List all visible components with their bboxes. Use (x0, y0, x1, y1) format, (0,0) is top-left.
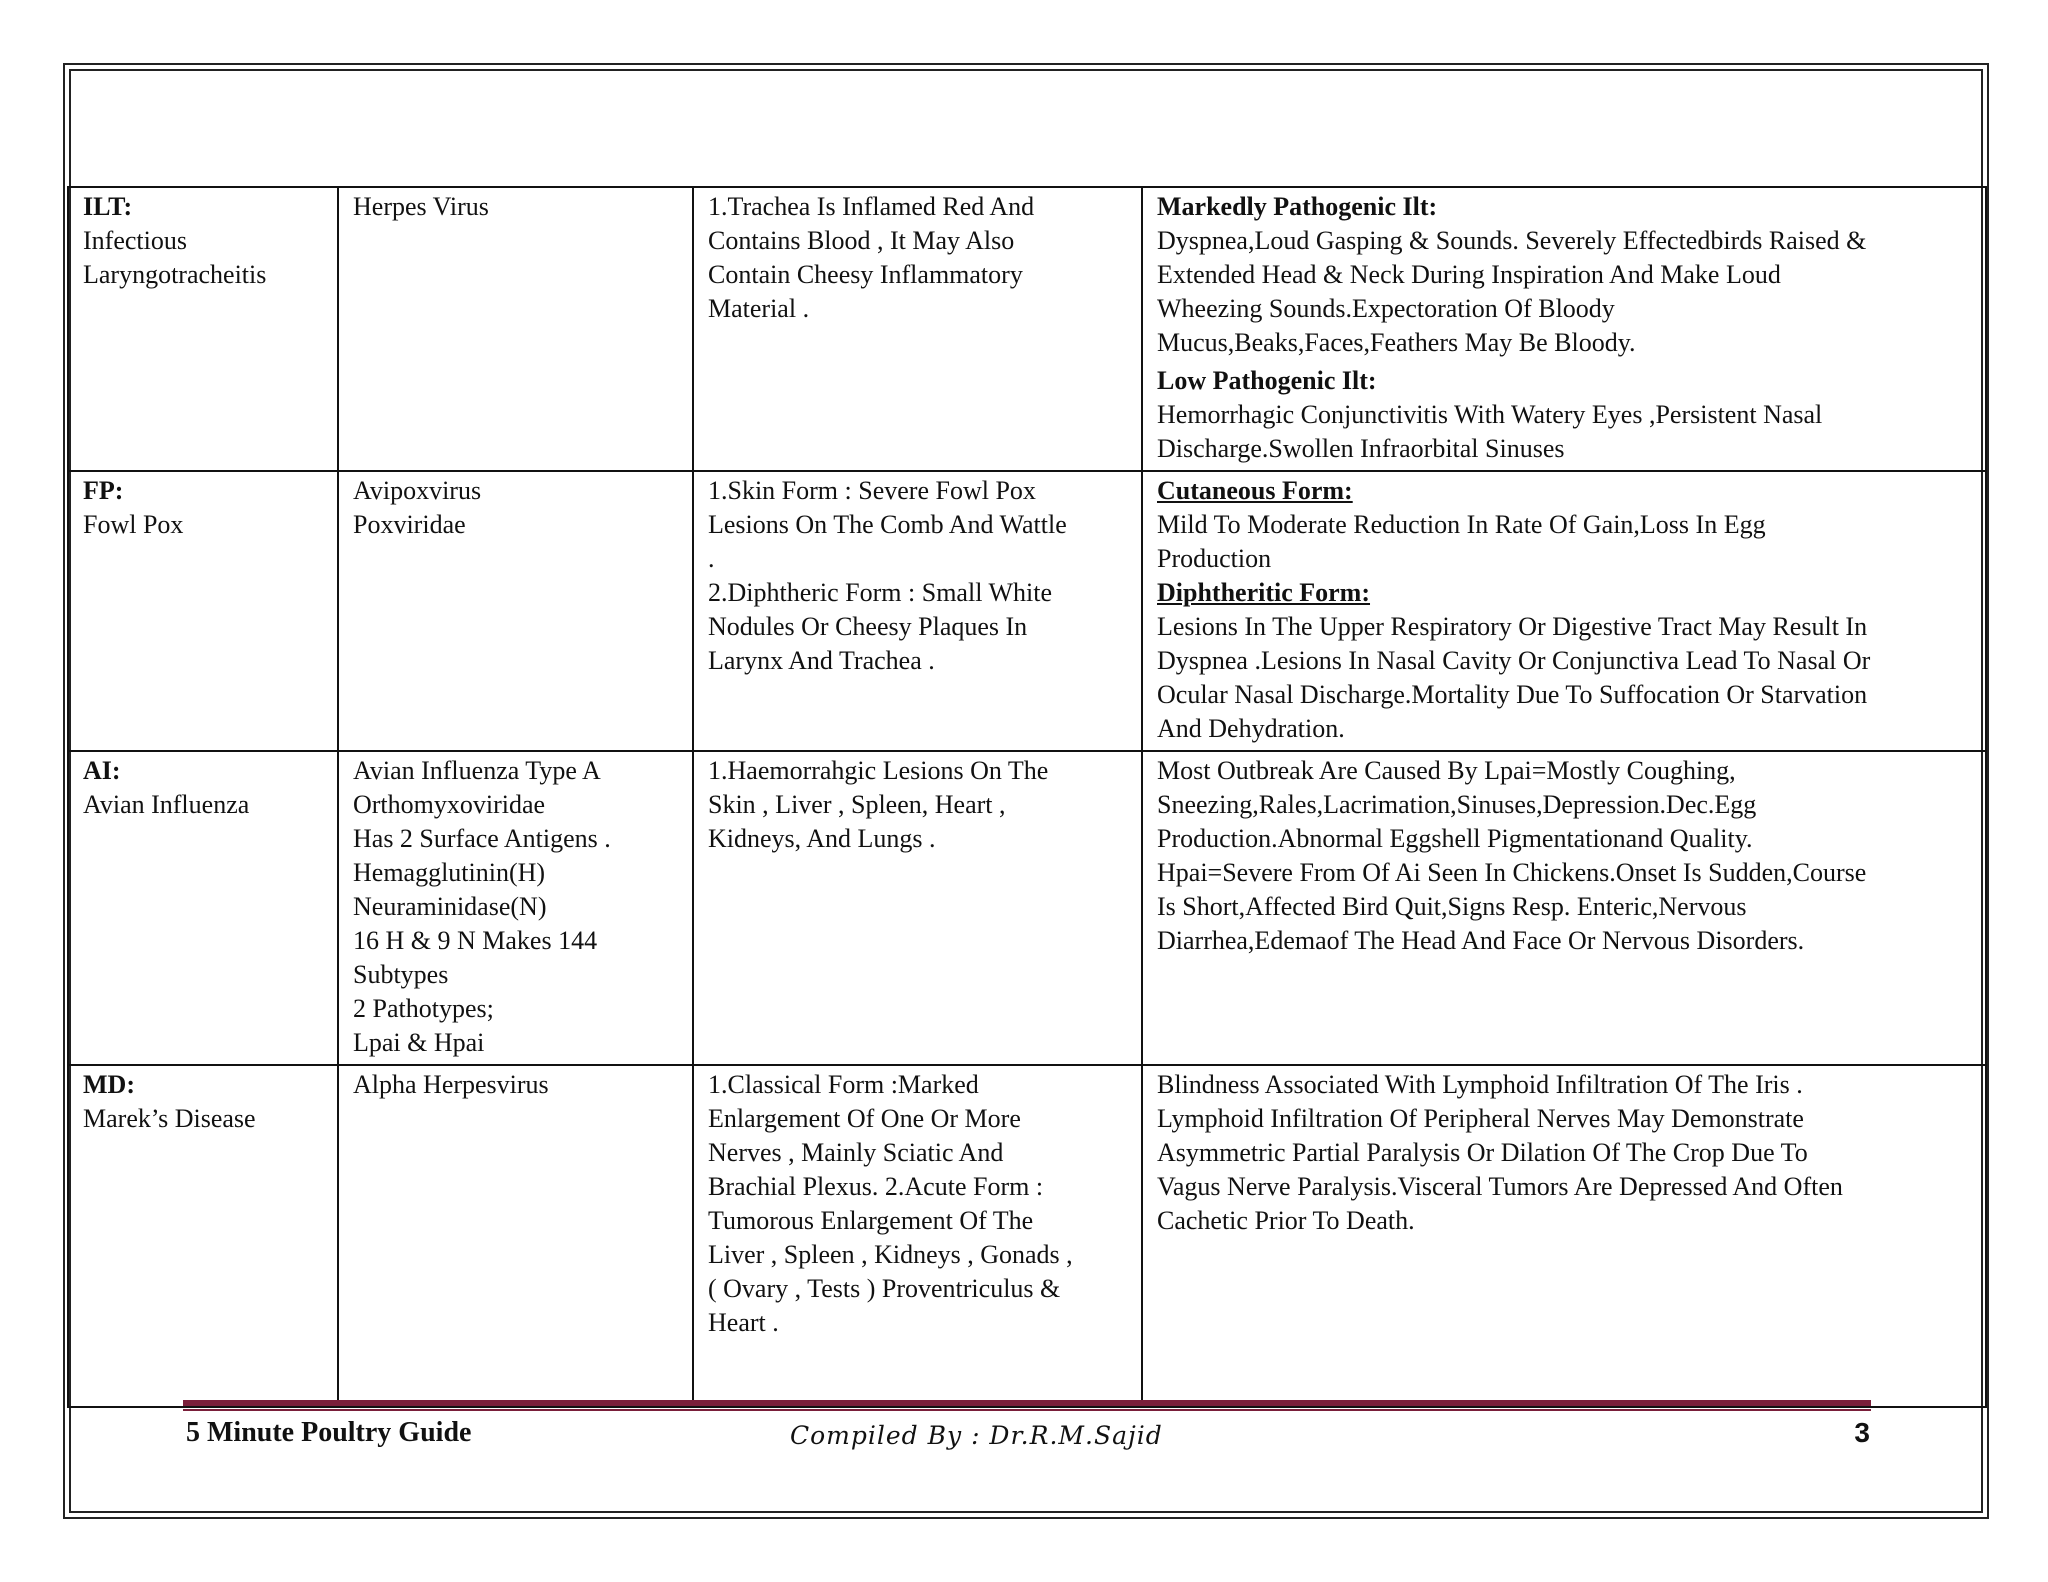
signs-line: Dyspnea .Lesions In Nasal Cavity Or Conjunctiva Lead To Nasal Or (1157, 646, 1871, 675)
agent-cell (338, 751, 693, 1065)
signs-line: Hemorrhagic Conjunctivitis With Watery Eyes ,Persistent Nasal (1157, 400, 1823, 429)
signs-line: Is Short,Affected Bird Quit,Signs Resp. Enteric,Nervous (1157, 892, 1747, 921)
signs-cell (1142, 751, 1986, 1065)
agent-line: Subtypes (353, 960, 449, 989)
disease-name-cell (68, 751, 338, 1065)
lesion-line: ( Ovary , Tests ) Proventriculus & (708, 1274, 1061, 1303)
signs-cell (1142, 187, 1986, 471)
footer-rule (183, 1400, 1871, 1406)
agent-line: Avian Influenza Type A (353, 756, 601, 785)
signs-line: Extended Head & Neck During Inspiration And Make Loud (1157, 260, 1781, 289)
signs-line: Dyspnea,Loud Gasping & Sounds. Severely Effectedbirds Raised & (1157, 226, 1867, 255)
lesions-cell (693, 471, 1142, 751)
signs-line: And Dehydration. (1157, 714, 1345, 743)
signs-line: Lymphoid Infiltration Of Peripheral Nerves May Demonstrate (1157, 1104, 1804, 1133)
footer-rule-thin (183, 1409, 1871, 1411)
lesion-line: Contain Cheesy Inflammatory (708, 260, 1023, 289)
footer-credit: Compiled By : Dr.R.M.Sajid (790, 1421, 1163, 1450)
lesion-line: Nerves , Mainly Sciatic And (708, 1138, 1004, 1167)
signs-line: Production.Abnormal Eggshell Pigmentationand Quality. (1157, 824, 1753, 853)
lesion-line: Brachial Plexus. 2.Acute Form : (708, 1172, 1044, 1201)
signs-line: Mucus,Beaks,Faces,Feathers May Be Bloody. (1157, 328, 1636, 357)
lesion-line: Enlargement Of One Or More (708, 1104, 1021, 1133)
lesion-line: Liver , Spleen , Kidneys , Gonads , (708, 1240, 1073, 1269)
lesion-line: Tumorous Enlargement Of The (708, 1206, 1034, 1235)
signs-line: Asymmetric Partial Paralysis Or Dilation Of The Crop Due To (1157, 1138, 1808, 1167)
lesion-line: Heart . (708, 1308, 779, 1337)
footer-title: 5 Minute Poultry Guide (186, 1417, 472, 1448)
agent-line: Lpai & Hpai (353, 1028, 485, 1057)
lesion-line: Nodules Or Cheesy Plaques In (708, 612, 1028, 641)
agent-line: Has 2 Surface Antigens . (353, 824, 611, 853)
table-row (68, 471, 1986, 751)
disease-name-cell (68, 1065, 338, 1407)
lesions-cell (693, 751, 1142, 1065)
disease-name-line: Fowl Pox (83, 510, 184, 539)
lesion-line: Larynx And Trachea . (708, 646, 935, 675)
disease-code: ILT: (83, 192, 133, 221)
signs-line: Cachetic Prior To Death. (1157, 1206, 1415, 1235)
signs-line: Hpai=Severe From Of Ai Seen In Chickens.Onset Is Sudden,Course (1157, 858, 1867, 887)
signs-line: Most Outbreak Are Caused By Lpai=Mostly Coughing, (1157, 756, 1736, 785)
table-row (68, 751, 1986, 1065)
disease-code: FP: (83, 476, 124, 505)
agent-line: Hemagglutinin(H) (353, 858, 546, 887)
lesions-cell (693, 1065, 1142, 1407)
disease-name-cell (68, 471, 338, 751)
disease-name-line: Avian Influenza (83, 790, 250, 819)
agent-line: 2 Pathotypes; (353, 994, 494, 1023)
table-row (68, 1065, 1986, 1407)
lesion-line: Material . (708, 294, 810, 323)
disease-name-line: Marek’s Disease (83, 1104, 256, 1133)
signs-line: Wheezing Sounds.Expectoration Of Bloody (1157, 294, 1615, 323)
signs-line: Discharge.Swollen Infraorbital Sinuses (1157, 434, 1565, 463)
signs-line: Production (1157, 544, 1272, 573)
lesion-line: . (708, 544, 715, 573)
lesion-line: Contains Blood , It May Also (708, 226, 1015, 255)
disease-name-cell (68, 187, 338, 471)
signs-line: Sneezing,Rales,Lacrimation,Sinuses,Depression.Dec.Egg (1157, 790, 1757, 819)
signs-cell (1142, 1065, 1986, 1407)
lesion-line: 1.Skin Form : Severe Fowl Pox (708, 476, 1036, 505)
lesion-line: Lesions On The Comb And Wattle (708, 510, 1067, 539)
lesion-line: Kidneys, And Lungs . (708, 824, 936, 853)
signs-line: Vagus Nerve Paralysis.Visceral Tumors Are Depressed And Often (1157, 1172, 1843, 1201)
table-row (68, 187, 1986, 471)
disease-code: MD: (83, 1070, 135, 1099)
agent-line: Orthomyxoviridae (353, 790, 546, 819)
disease-code: AI: (83, 756, 121, 785)
signs-heading: Cutaneous Form: (1157, 476, 1353, 505)
disease-table (67, 186, 1987, 1408)
lesion-line: 2.Diphtheric Form : Small White (708, 578, 1052, 607)
lesion-line: 1.Haemorrahgic Lesions On The (708, 756, 1049, 785)
lesions-cell (693, 187, 1142, 471)
lesion-line: Skin , Liver , Spleen, Heart , (708, 790, 1006, 819)
disease-name-line: Laryngotracheitis (83, 260, 267, 289)
agent-line: Alpha Herpesvirus (353, 1070, 549, 1099)
signs-line: Blindness Associated With Lymphoid Infiltration Of The Iris . (1157, 1070, 1803, 1099)
page-number: 3 (1854, 1417, 1870, 1448)
signs-line: Ocular Nasal Discharge.Mortality Due To Suffocation Or Starvation (1157, 680, 1868, 709)
agent-cell (338, 187, 693, 471)
disease-name-line: Infectious (83, 226, 187, 255)
lesion-line: 1.Trachea Is Inflamed Red And (708, 192, 1035, 221)
signs-heading: Low Pathogenic Ilt: (1157, 366, 1377, 395)
signs-heading: Diphtheritic Form: (1157, 578, 1371, 607)
agent-line: Avipoxvirus (353, 476, 482, 505)
signs-cell (1142, 471, 1986, 751)
agent-line: Poxviridae (353, 510, 466, 539)
agent-line: 16 H & 9 N Makes 144 (353, 926, 598, 955)
lesion-line: 1.Classical Form :Marked (708, 1070, 979, 1099)
agent-line: Neuraminidase(N) (353, 892, 547, 921)
signs-line: Mild To Moderate Reduction In Rate Of Gain,Loss In Egg (1157, 510, 1766, 539)
signs-line: Diarrhea,Edemaof The Head And Face Or Nervous Disorders. (1157, 926, 1805, 955)
agent-cell (338, 471, 693, 751)
signs-line: Lesions In The Upper Respiratory Or Digestive Tract May Result In (1157, 612, 1868, 641)
signs-heading: Markedly Pathogenic Ilt: (1157, 192, 1438, 221)
agent-cell (338, 1065, 693, 1407)
agent-line: Herpes Virus (353, 192, 489, 221)
